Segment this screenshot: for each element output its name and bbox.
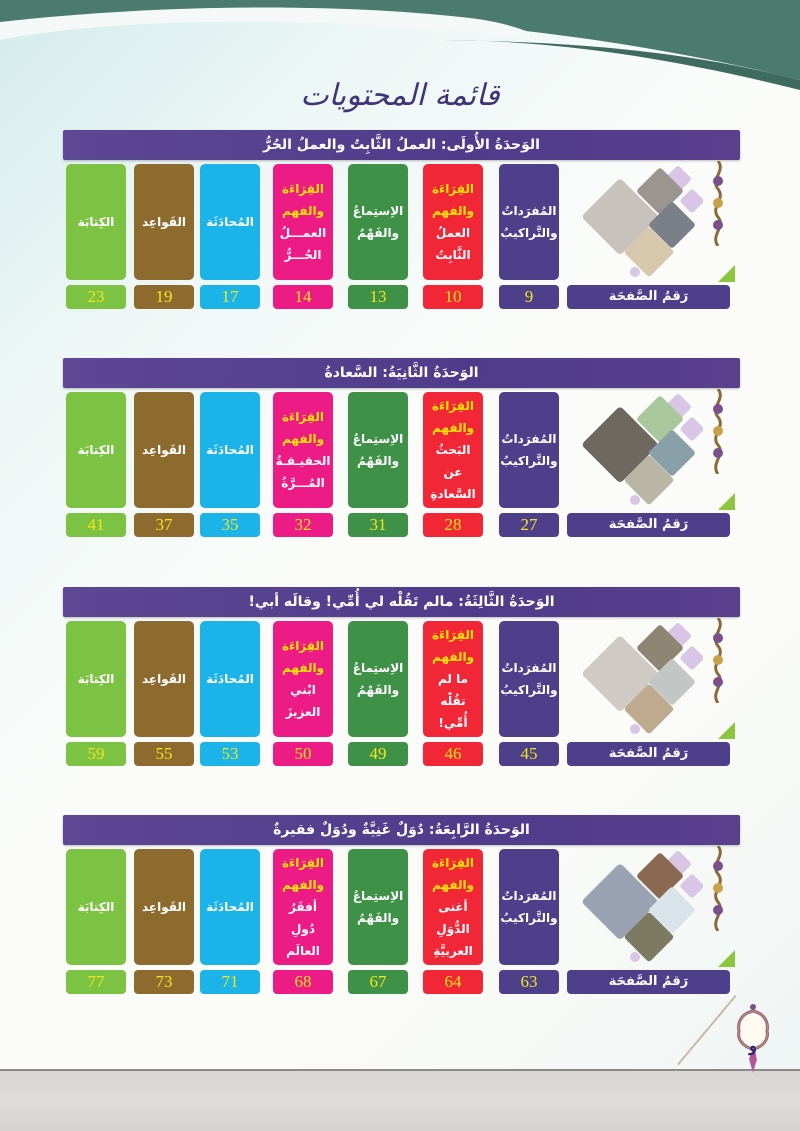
lesson-title: المُـــرَّةُ bbox=[281, 476, 325, 490]
section-label: والفَهْمُ bbox=[356, 226, 400, 240]
section-label: القِرَاءَة bbox=[431, 182, 475, 196]
section-label: والفَهْمُ bbox=[356, 683, 400, 697]
section-label: الكِتابَة bbox=[77, 672, 115, 686]
section-grammar[interactable] bbox=[134, 849, 194, 965]
page-number-reading-2[interactable]: 50 bbox=[273, 742, 333, 766]
unit-header: الوَحدَةُ الرَّابِعَةُ: دُوَلٌ غَنِيَّةٌ ودُوَلٌ فقيرةٌ bbox=[63, 815, 740, 845]
corner-accent bbox=[718, 950, 735, 967]
section-label: والفهم bbox=[431, 650, 475, 664]
lesson-title: أفقَرُ دُولِ bbox=[288, 900, 318, 936]
unit-photo-collage bbox=[573, 164, 703, 284]
page-number-conversation[interactable]: 53 bbox=[200, 742, 260, 766]
section-conversation[interactable] bbox=[200, 164, 260, 280]
section-reading-1[interactable] bbox=[423, 392, 483, 508]
page-number-listening[interactable]: 13 bbox=[348, 285, 408, 309]
section-writing[interactable] bbox=[66, 164, 126, 280]
section-label: والفهم bbox=[431, 421, 475, 435]
section-label: والتَّراكيبُ bbox=[500, 683, 558, 697]
lesson-title: أغنى الدُّوَلِ bbox=[436, 900, 470, 936]
page-number-listening[interactable]: 49 bbox=[348, 742, 408, 766]
page-number-listening[interactable]: 31 bbox=[348, 513, 408, 537]
lesson-title: البَحثُ عن bbox=[435, 443, 471, 479]
unit-header: الوَحدَةُ الثَّانِيَةُ: السَّعادةُ bbox=[63, 358, 740, 388]
section-label: القِرَاءَة bbox=[431, 628, 475, 642]
section-label: الاِستِماعُ bbox=[352, 889, 404, 903]
section-label: القِرَاءَة bbox=[281, 182, 325, 196]
section-listening[interactable] bbox=[348, 621, 408, 737]
lesson-title: العمـــلُ bbox=[279, 226, 327, 240]
page-number-grammar[interactable]: 19 bbox=[134, 285, 194, 309]
section-label: المُفرَداتُ bbox=[501, 432, 557, 446]
unit-2 bbox=[63, 358, 740, 542]
decorative-line bbox=[677, 995, 736, 1065]
corner-accent bbox=[718, 722, 735, 739]
section-label: المُحادَثَة bbox=[206, 672, 254, 686]
page-number-vocabulary[interactable]: 45 bbox=[499, 742, 559, 766]
unit-sections bbox=[63, 392, 740, 542]
page-number-writing[interactable]: 23 bbox=[66, 285, 126, 309]
arabesque-ornament bbox=[706, 161, 730, 246]
section-label: الاِستِماعُ bbox=[352, 204, 404, 218]
section-label: الاِستِماعُ bbox=[352, 661, 404, 675]
section-reading-1[interactable] bbox=[423, 164, 483, 280]
arabesque-ornament bbox=[706, 846, 730, 931]
section-vocabulary[interactable] bbox=[499, 392, 559, 508]
section-reading-2[interactable] bbox=[273, 392, 333, 508]
section-grammar[interactable] bbox=[134, 392, 194, 508]
page-number: و bbox=[749, 1036, 757, 1055]
section-label: والتَّراكيبُ bbox=[500, 911, 558, 925]
section-label: والفهم bbox=[281, 204, 325, 218]
page-number-label: رَقمُ الصَّفحَة bbox=[567, 742, 730, 766]
page-number-label: رَقمُ الصَّفحَة bbox=[567, 970, 730, 994]
section-grammar[interactable] bbox=[134, 164, 194, 280]
section-label: والفهم bbox=[431, 204, 475, 218]
page-number-reading-1[interactable]: 64 bbox=[423, 970, 483, 994]
section-writing[interactable] bbox=[66, 621, 126, 737]
lesson-title: ابْني العزيزَ bbox=[285, 683, 321, 719]
unit-3 bbox=[63, 587, 740, 771]
section-vocabulary[interactable] bbox=[499, 164, 559, 280]
lesson-title: العربيَّةِ bbox=[433, 944, 473, 958]
unit-header: الوَحدَةُ الأُولَى: العملُ الثَّابِتُ والعملُ الحُرُّ bbox=[63, 130, 740, 160]
section-reading-2[interactable] bbox=[273, 164, 333, 280]
section-vocabulary[interactable] bbox=[499, 849, 559, 965]
unit-photo-collage bbox=[573, 849, 703, 969]
section-label: القَواعِد bbox=[141, 443, 187, 457]
page-number-writing[interactable]: 59 bbox=[66, 742, 126, 766]
section-reading-2[interactable] bbox=[273, 849, 333, 965]
page-number-conversation[interactable]: 35 bbox=[200, 513, 260, 537]
section-label: والفهم bbox=[281, 661, 325, 675]
section-label: والفَهْمُ bbox=[356, 911, 400, 925]
section-writing[interactable] bbox=[66, 392, 126, 508]
section-grammar[interactable] bbox=[134, 621, 194, 737]
page-number-grammar[interactable]: 73 bbox=[134, 970, 194, 994]
unit-4 bbox=[63, 815, 740, 999]
corner-accent bbox=[718, 493, 735, 510]
page-number-grammar[interactable]: 55 bbox=[134, 742, 194, 766]
section-reading-1[interactable] bbox=[423, 849, 483, 965]
page-number-reading-1[interactable]: 28 bbox=[423, 513, 483, 537]
section-label: الاِستِماعُ bbox=[352, 432, 404, 446]
lesson-title: ما لم تقُلْه bbox=[437, 672, 469, 708]
section-label: والتَّراكيبُ bbox=[500, 454, 558, 468]
section-label: القِرَاءَة bbox=[281, 856, 325, 870]
section-label: والفَهْمُ bbox=[356, 454, 400, 468]
section-listening[interactable] bbox=[348, 164, 408, 280]
unit-photo-collage bbox=[573, 621, 703, 741]
page-number-reading-2[interactable]: 32 bbox=[273, 513, 333, 537]
section-label: القَواعِد bbox=[141, 900, 187, 914]
section-label: القَواعِد bbox=[141, 215, 187, 229]
arabesque-ornament bbox=[706, 618, 730, 703]
page-number-writing[interactable]: 41 bbox=[66, 513, 126, 537]
section-reading-1[interactable] bbox=[423, 621, 483, 737]
page-number-conversation[interactable]: 17 bbox=[200, 285, 260, 309]
page-number-vocabulary[interactable]: 27 bbox=[499, 513, 559, 537]
section-label: والفهم bbox=[281, 432, 325, 446]
section-label: الكِتابَة bbox=[77, 215, 115, 229]
section-listening[interactable] bbox=[348, 392, 408, 508]
footer-band bbox=[0, 1069, 800, 1131]
section-label: القَواعِد bbox=[141, 672, 187, 686]
lesson-title: أُمِّي! bbox=[438, 716, 468, 730]
page-number-label: رَقمُ الصَّفحَة bbox=[567, 513, 730, 537]
page-number-conversation[interactable]: 71 bbox=[200, 970, 260, 994]
lesson-title: الحقيـقـةُ bbox=[275, 454, 331, 468]
page-number-vocabulary[interactable]: 9 bbox=[499, 285, 559, 309]
section-reading-2[interactable] bbox=[273, 621, 333, 737]
unit-sections bbox=[63, 849, 740, 999]
page-number-grammar[interactable]: 37 bbox=[134, 513, 194, 537]
page-title: قائمة المحتويات bbox=[300, 78, 500, 113]
section-conversation[interactable] bbox=[200, 621, 260, 737]
page-number-reading-1[interactable]: 10 bbox=[423, 285, 483, 309]
section-label: المُحادَثَة bbox=[206, 443, 254, 457]
corner-accent bbox=[718, 265, 735, 282]
section-vocabulary[interactable] bbox=[499, 621, 559, 737]
section-label: القِرَاءَة bbox=[281, 410, 325, 424]
page-number-writing[interactable]: 77 bbox=[66, 970, 126, 994]
page-number-listening[interactable]: 67 bbox=[348, 970, 408, 994]
section-label: المُحادَثَة bbox=[206, 900, 254, 914]
arabesque-ornament bbox=[706, 389, 730, 474]
section-conversation[interactable] bbox=[200, 849, 260, 965]
page-number-reading-1[interactable]: 46 bbox=[423, 742, 483, 766]
lesson-title: العملُ الثَّابِتُ bbox=[435, 226, 471, 262]
section-label: الكِتابَة bbox=[77, 443, 115, 457]
section-label: المُحادَثَة bbox=[206, 215, 254, 229]
unit-sections bbox=[63, 164, 740, 314]
section-label: المُفرَداتُ bbox=[501, 889, 557, 903]
unit-1 bbox=[63, 130, 740, 314]
section-label: المُفرَداتُ bbox=[501, 204, 557, 218]
section-writing[interactable] bbox=[66, 849, 126, 965]
unit-photo-collage bbox=[573, 392, 703, 512]
lesson-title: السَّعادةِ bbox=[430, 487, 476, 501]
section-label: والفهم bbox=[281, 878, 325, 892]
section-label: والتَّراكيبُ bbox=[500, 226, 558, 240]
lesson-title: العالَم bbox=[286, 944, 320, 958]
page-number-vocabulary[interactable]: 63 bbox=[499, 970, 559, 994]
lesson-title: الحُـــرُّ bbox=[284, 248, 322, 262]
page-number-label: رَقمُ الصَّفحَة bbox=[567, 285, 730, 309]
page-number-reading-2[interactable]: 68 bbox=[273, 970, 333, 994]
section-label: الكِتابَة bbox=[77, 900, 115, 914]
section-conversation[interactable] bbox=[200, 392, 260, 508]
unit-sections bbox=[63, 621, 740, 771]
section-label: والفهم bbox=[431, 878, 475, 892]
section-label: القِرَاءَة bbox=[431, 856, 475, 870]
page-number-reading-2[interactable]: 14 bbox=[273, 285, 333, 309]
section-label: المُفرَداتُ bbox=[501, 661, 557, 675]
section-label: القِرَاءَة bbox=[281, 639, 325, 653]
section-listening[interactable] bbox=[348, 849, 408, 965]
unit-header: الوَحدَةُ الثَّالِثَةُ: مالم تَقُلْه لي أُمِّي! وقالَه أبي! bbox=[63, 587, 740, 617]
section-label: القِرَاءَة bbox=[431, 399, 475, 413]
